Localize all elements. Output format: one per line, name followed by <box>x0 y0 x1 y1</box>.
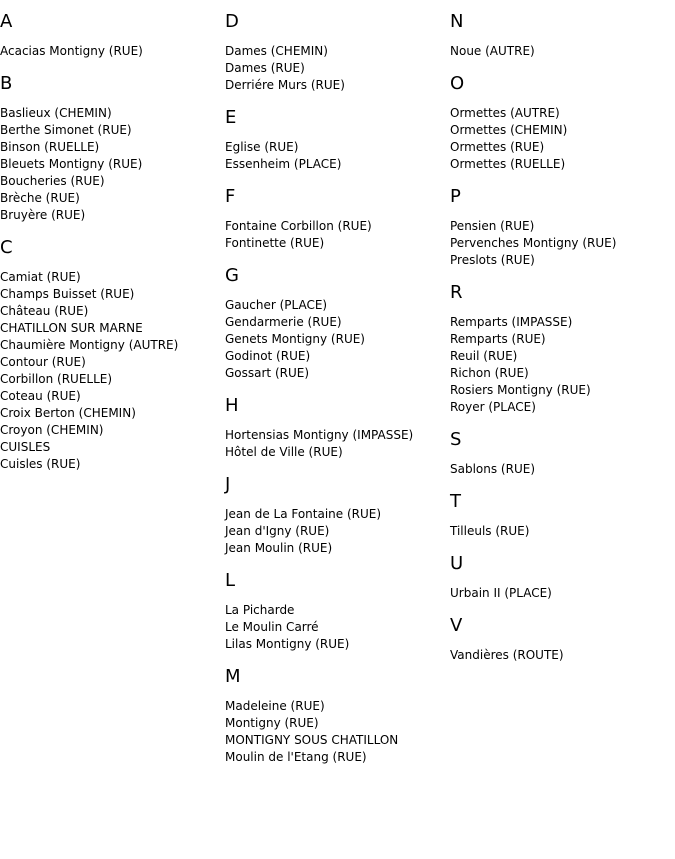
letter-group-j <box>225 475 445 557</box>
street-list <box>450 523 670 540</box>
street-link[interactable]: Champs Buisset (RUE) <box>0 287 135 301</box>
letter-heading: F <box>225 186 236 207</box>
street-link[interactable]: Richon (RUE) <box>450 366 529 380</box>
letter-heading: S <box>450 429 462 450</box>
street-link[interactable]: Hôtel de Ville (RUE) <box>225 445 343 459</box>
street-link[interactable]: Corbillon (RUELLE) <box>0 372 113 386</box>
letter-group-c <box>0 238 220 473</box>
letter-group-n <box>450 12 670 60</box>
street-list <box>450 314 670 416</box>
street-link[interactable]: Ormettes (AUTRE) <box>450 106 560 120</box>
street-link[interactable]: Essenheim (PLACE) <box>225 157 342 171</box>
letter-group-p <box>450 187 670 269</box>
letter-group-v <box>450 616 670 664</box>
street-link[interactable]: Sablons (RUE) <box>450 462 536 476</box>
street-link[interactable]: Dames (RUE) <box>225 61 305 75</box>
letter-group-u <box>450 554 670 602</box>
letter-heading: T <box>450 491 461 512</box>
letter-heading: R <box>450 282 463 303</box>
street-link[interactable]: Chaumière Montigny (AUTRE) <box>0 338 179 352</box>
letter-group-d <box>225 12 445 94</box>
street-list <box>0 43 220 60</box>
street-link[interactable]: Godinot (RUE) <box>225 349 311 363</box>
letter-group-m <box>225 667 445 766</box>
street-link[interactable]: Camiat (RUE) <box>0 270 81 284</box>
letter-group-h <box>225 396 445 461</box>
street-link[interactable]: CUISLES <box>0 440 51 454</box>
street-link[interactable]: Château (RUE) <box>0 304 89 318</box>
street-link[interactable]: Rosiers Montigny (RUE) <box>450 383 591 397</box>
street-link[interactable]: Fontinette (RUE) <box>225 236 325 250</box>
letter-group-t <box>450 492 670 540</box>
street-list <box>225 506 445 557</box>
street-link[interactable]: Jean de La Fontaine (RUE) <box>225 507 382 521</box>
letter-heading: D <box>225 11 239 32</box>
letter-heading: P <box>450 186 461 207</box>
letter-group-e <box>225 108 445 173</box>
street-link[interactable]: Ormettes (RUE) <box>450 140 545 154</box>
street-link[interactable]: Tilleuls (RUE) <box>450 524 530 538</box>
street-link[interactable]: Jean Moulin (RUE) <box>225 541 333 555</box>
street-link[interactable]: Ormettes (CHEMIN) <box>450 123 568 137</box>
street-list <box>225 139 445 173</box>
street-index-column-2 <box>225 12 445 780</box>
street-link[interactable]: Reuil (RUE) <box>450 349 518 363</box>
street-link[interactable]: MONTIGNY SOUS CHATILLON <box>225 733 399 747</box>
letter-heading: G <box>225 265 239 286</box>
letter-group-b <box>0 74 220 224</box>
street-link[interactable]: Boucheries (RUE) <box>0 174 105 188</box>
street-link[interactable]: Lilas Montigny (RUE) <box>225 637 350 651</box>
street-link[interactable]: Noue (AUTRE) <box>450 44 535 58</box>
letter-heading: C <box>0 237 13 258</box>
street-link[interactable]: Jean d'Igny (RUE) <box>225 524 330 538</box>
street-link[interactable]: Montigny (RUE) <box>225 716 319 730</box>
letter-heading: U <box>450 553 464 574</box>
street-link[interactable]: Le Moulin Carré <box>225 620 319 634</box>
letter-group-o <box>450 74 670 173</box>
street-link[interactable]: Eglise (RUE) <box>225 140 299 154</box>
street-link[interactable]: Vandières (ROUTE) <box>450 648 564 662</box>
letter-heading: V <box>450 615 463 636</box>
street-list <box>225 297 445 382</box>
street-link[interactable]: Berthe Simonet (RUE) <box>0 123 132 137</box>
street-list <box>225 427 445 461</box>
street-list <box>450 647 670 664</box>
street-link[interactable]: Coteau (RUE) <box>0 389 81 403</box>
street-link[interactable]: Madeleine (RUE) <box>225 699 325 713</box>
street-index-column-1 <box>0 12 220 487</box>
letter-group-f <box>225 187 445 252</box>
letter-group-g <box>225 266 445 382</box>
street-link[interactable]: Remparts (RUE) <box>450 332 546 346</box>
letter-group-r <box>450 283 670 416</box>
street-link[interactable]: Contour (RUE) <box>0 355 86 369</box>
street-link[interactable]: CHATILLON SUR MARNE <box>0 321 143 335</box>
street-list <box>450 461 670 478</box>
street-list <box>225 218 445 252</box>
letter-heading: M <box>225 666 241 687</box>
letter-heading: N <box>450 11 464 32</box>
street-link[interactable]: Bruyère (RUE) <box>0 208 86 222</box>
street-link[interactable]: Acacias Montigny (RUE) <box>0 44 143 58</box>
street-list <box>225 602 445 653</box>
letter-group-s <box>450 430 670 478</box>
letter-group-a <box>0 12 220 60</box>
street-list <box>225 698 445 766</box>
street-link[interactable]: Urbain II (PLACE) <box>450 586 552 600</box>
street-link[interactable]: Hortensias Montigny (IMPASSE) <box>225 428 414 442</box>
street-link[interactable]: Royer (PLACE) <box>450 400 536 414</box>
street-link[interactable]: Croix Berton (CHEMIN) <box>0 406 136 420</box>
street-link[interactable]: Derriére Murs (RUE) <box>225 78 345 92</box>
street-link[interactable]: Pensien (RUE) <box>450 219 535 233</box>
letter-heading: O <box>450 73 465 94</box>
street-link[interactable]: Fontaine Corbillon (RUE) <box>225 219 372 233</box>
letter-heading: J <box>225 474 231 495</box>
letter-heading: H <box>225 395 239 416</box>
street-link[interactable]: Bleuets Montigny (RUE) <box>0 157 143 171</box>
street-link[interactable]: Gendarmerie (RUE) <box>225 315 342 329</box>
street-link[interactable]: Baslieux (CHEMIN) <box>0 106 112 120</box>
street-link[interactable]: Gaucher (PLACE) <box>225 298 328 312</box>
street-list <box>0 105 220 224</box>
street-link[interactable]: Brèche (RUE) <box>0 191 80 205</box>
street-link[interactable]: Remparts (IMPASSE) <box>450 315 573 329</box>
letter-group-l <box>225 571 445 653</box>
street-index-column-3 <box>450 12 670 678</box>
street-link[interactable]: La Picharde <box>225 603 295 617</box>
street-link[interactable]: Binson (RUELLE) <box>0 140 100 154</box>
street-link[interactable]: Cuisles (RUE) <box>0 457 81 471</box>
street-link[interactable]: Croyon (CHEMIN) <box>0 423 104 437</box>
street-list <box>450 218 670 269</box>
street-list <box>225 43 445 94</box>
street-link[interactable]: Preslots (RUE) <box>450 253 535 267</box>
street-list <box>450 105 670 173</box>
street-link[interactable]: Genets Montigny (RUE) <box>225 332 365 346</box>
letter-heading: A <box>0 11 13 32</box>
street-list <box>450 43 670 60</box>
street-link[interactable]: Gossart (RUE) <box>225 366 310 380</box>
letter-heading: L <box>225 570 236 591</box>
letter-heading: E <box>225 107 237 128</box>
letter-heading: B <box>0 73 13 94</box>
street-link[interactable]: Ormettes (RUELLE) <box>450 157 566 171</box>
street-link[interactable]: Moulin de l'Etang (RUE) <box>225 750 367 764</box>
street-list <box>0 269 220 473</box>
street-list <box>450 585 670 602</box>
street-link[interactable]: Dames (CHEMIN) <box>225 44 328 58</box>
street-link[interactable]: Pervenches Montigny (RUE) <box>450 236 617 250</box>
